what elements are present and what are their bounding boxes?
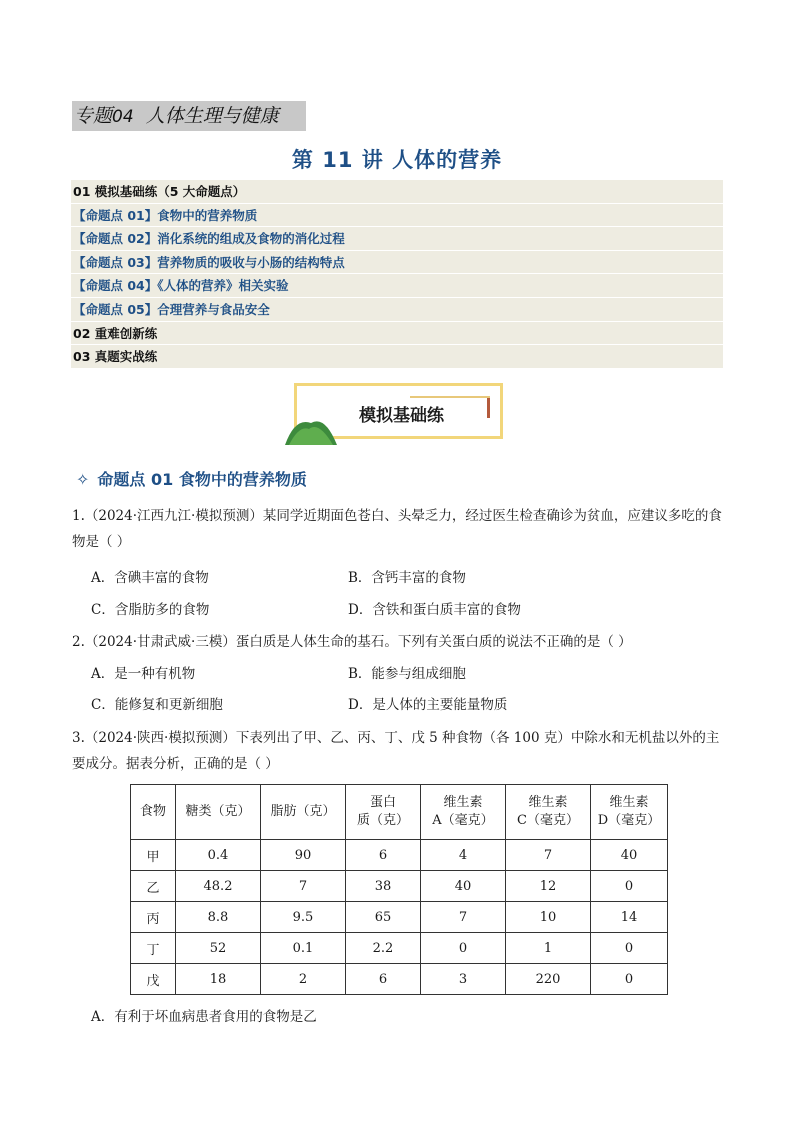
table-cell: 丁 (131, 933, 176, 964)
table-cell: 0.4 (176, 840, 261, 871)
question-3-option-a[interactable]: A．有利于坏血病患者食用的食物是乙 (91, 1009, 317, 1025)
toc-item-04[interactable]: 【命题点 04】《人体的营养》相关实验 (71, 274, 723, 298)
topic-number: 04 (112, 107, 134, 127)
question-2-option-a[interactable]: A．是一种有机物 (91, 666, 196, 682)
toc-item-03[interactable]: 【命题点 03】营养物质的吸收与小肠的结构特点 (71, 251, 723, 275)
table-cell: 12 (506, 871, 591, 902)
table-cell: 4 (421, 840, 506, 871)
table-cell: 0 (591, 933, 668, 964)
table-cell: 40 (421, 871, 506, 902)
table-cell: 戊 (131, 964, 176, 995)
question-1-option-c[interactable]: C．含脂肪多的食物 (91, 602, 210, 618)
toc-section-01[interactable]: 01 模拟基础练（5 大命题点） (71, 180, 723, 204)
table-cell: 1 (506, 933, 591, 964)
table-cell: 8.8 (176, 902, 261, 933)
question-3-stem: 3.（2024·陕西·模拟预测）下表列出了甲、乙、丙、丁、戊 5 种食物（各 100 克）中除水和无机盐以外的主要成分。据表分析，正确的是（ ） (72, 730, 720, 772)
table-header-cell: 维生素 D（毫克） (591, 785, 668, 840)
table-cell: 10 (506, 902, 591, 933)
toc-item-01[interactable]: 【命题点 01】食物中的营养物质 (71, 204, 723, 228)
table-header-cell: 蛋白 质（克） (346, 785, 421, 840)
banner-label: 模拟基础练 (359, 406, 444, 426)
toc (71, 180, 723, 369)
table-cell: 7 (421, 902, 506, 933)
lesson-title: 第 11 讲 人体的营养 (291, 148, 503, 172)
table-cell: 38 (346, 871, 421, 902)
toc-item-05[interactable]: 【命题点 05】合理营养与食品安全 (71, 298, 723, 322)
question-1-option-b[interactable]: B．含钙丰富的食物 (348, 570, 466, 586)
table-cell: 14 (591, 902, 668, 933)
table-header-cell: 脂肪（克） (261, 785, 346, 840)
question-2-option-c[interactable]: C．能修复和更新细胞 (91, 697, 223, 713)
table-cell: 0 (591, 964, 668, 995)
topic-tag (72, 101, 306, 131)
table-cell: 220 (506, 964, 591, 995)
table-cell: 甲 (131, 840, 176, 871)
table-cell: 3 (421, 964, 506, 995)
sparkle-icon: ✧ (76, 470, 90, 489)
table-cell: 52 (176, 933, 261, 964)
table-cell: 6 (346, 964, 421, 995)
toc-item-02[interactable]: 【命题点 02】消化系统的组成及食物的消化过程 (71, 227, 723, 251)
table-header-cell: 食物 (131, 785, 176, 840)
table-cell: 2.2 (346, 933, 421, 964)
toc-section-03[interactable]: 03 真题实战练 (71, 345, 723, 369)
table-cell: 丙 (131, 902, 176, 933)
section-title-text: 命题点 01 食物中的营养物质 (97, 470, 307, 489)
question-2-option-d[interactable]: D．是人体的主要能量物质 (348, 697, 508, 713)
table-cell: 乙 (131, 871, 176, 902)
table-cell: 65 (346, 902, 421, 933)
table-cell: 2 (261, 964, 346, 995)
table-cell: 18 (176, 964, 261, 995)
table-cell: 0.1 (261, 933, 346, 964)
table-row (131, 933, 668, 964)
table-cell: 40 (591, 840, 668, 871)
section-title (76, 467, 307, 490)
hills-icon (285, 415, 337, 445)
question-1-option-d[interactable]: D．含铁和蛋白质丰富的食物 (348, 602, 521, 618)
table-cell: 0 (591, 871, 668, 902)
table-cell: 6 (346, 840, 421, 871)
table-row (131, 902, 668, 933)
topic-prefix: 专题 (74, 105, 113, 127)
table-cell: 7 (506, 840, 591, 871)
table-row (131, 964, 668, 995)
table-cell: 7 (261, 871, 346, 902)
table-header-cell: 糖类（克） (176, 785, 261, 840)
question-1-stem: 1.（2024·江西九江·模拟预测）某同学近期面色苍白、头晕乏力，经过医生检查确诊为贫血，应建议多吃的食物是（ ） (72, 508, 722, 550)
table-header-cell: 维生素 C（毫克） (506, 785, 591, 840)
question-2-stem: 2.（2024·甘肃武威·三模）蛋白质是人体生命的基石。下列有关蛋白质的说法不正确的是（ ） (72, 634, 632, 650)
table-row (131, 840, 668, 871)
section-banner (285, 383, 505, 443)
nutrient-table (130, 784, 668, 995)
table-header-row (131, 785, 668, 840)
table-cell: 48.2 (176, 871, 261, 902)
banner-decoration-line (410, 396, 490, 398)
table-row (131, 871, 668, 902)
question-1-option-a[interactable]: A．含碘丰富的食物 (91, 570, 209, 586)
table-cell: 9.5 (261, 902, 346, 933)
toc-section-02[interactable]: 02 重难创新练 (71, 322, 723, 346)
table-header-cell: 维生素 A（毫克） (421, 785, 506, 840)
table-cell: 0 (421, 933, 506, 964)
topic-name: 人体生理与健康 (145, 105, 279, 127)
table-cell: 90 (261, 840, 346, 871)
question-2-option-b[interactable]: B．能参与组成细胞 (348, 666, 466, 682)
